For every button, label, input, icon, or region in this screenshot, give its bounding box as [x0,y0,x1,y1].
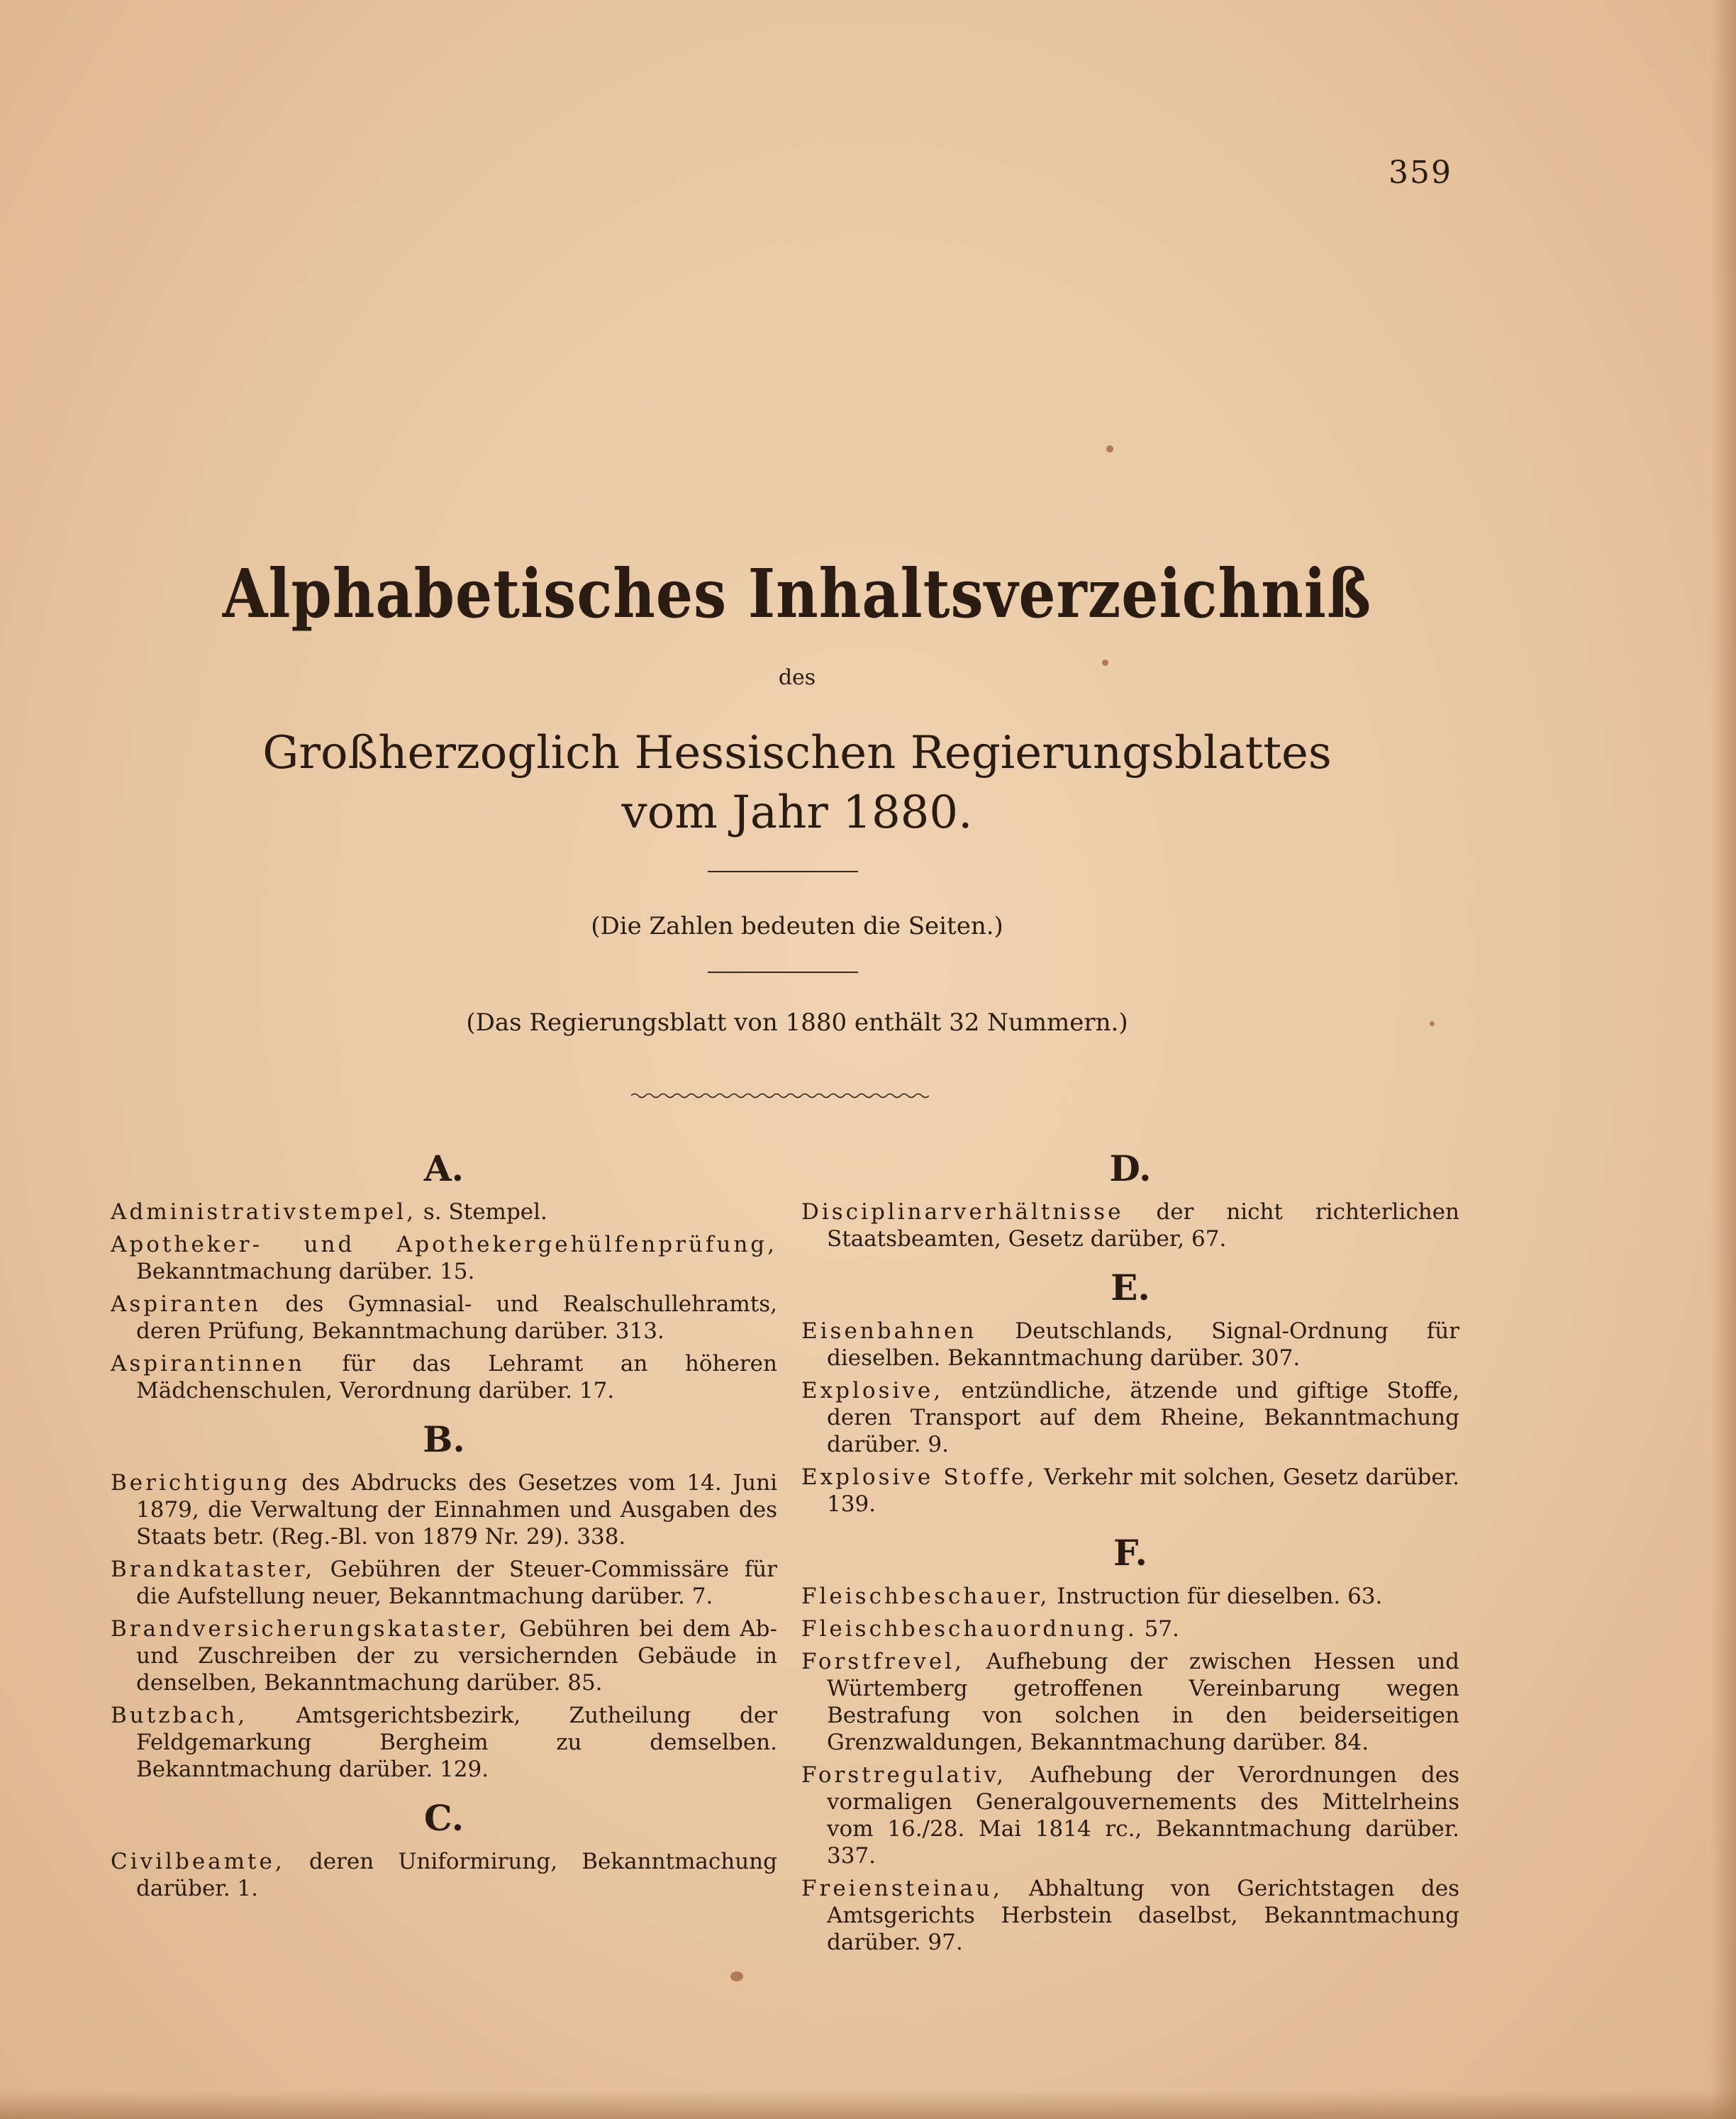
index-entry [111,1848,777,1902]
entry-keyword: Explosive Stoffe, [801,1464,1037,1490]
entry-text: Bekanntmachung darüber. 15. [136,1259,475,1284]
index-entry [801,1464,1459,1518]
index-entry [111,1615,777,1696]
entry-keyword: Freiensteinau, [801,1876,1003,1901]
index-entry [801,1377,1459,1458]
section-letter: C. [423,1797,464,1839]
index-column-right [801,1149,1459,1962]
page-number: 359 [1389,155,1452,191]
page-subtitle [0,723,1594,842]
subtitle-line-1: Großherzoglich Hessischen Regierungsblattes [262,727,1332,779]
page-edge-shadow [1710,0,1736,2119]
entry-keyword: Fleischbeschauordnung. [801,1616,1137,1642]
section-letter: A. [423,1147,464,1189]
paper-stain [730,1971,743,1981]
index-column-left [111,1149,777,1908]
index-entry [111,1291,777,1345]
section-letter: B. [423,1418,465,1460]
entry-text: des Gymnasial- und Realschullehramts, deren Prüfung, Bekanntmachung darüber. 313. [136,1291,777,1344]
entry-keyword: Forstfrevel, [801,1649,964,1674]
section-letter: D. [1109,1147,1152,1189]
entry-text: für das Lehramt an höheren Mädchenschulen, Verordnung darüber. 17. [136,1351,777,1403]
index-entry [111,1198,777,1225]
entry-keyword: Butzbach, [111,1703,248,1728]
index-entry [111,1231,777,1285]
entry-text: Gebühren der Steuer-Commissäre für die Aufstellung neuer, Bekanntmachung darüber. 7. [136,1557,777,1609]
page-bottom-shadow [0,2091,1736,2119]
title-connector: des [778,665,816,690]
entry-text: Gebühren bei dem Ab- und Zuschreiben der zu versichernden Gebäude in denselben, Bekanntmachung darüber. 85. [136,1616,777,1696]
entry-keyword: Apotheker- und Apothekergehülfenprüfung, [111,1232,777,1257]
entry-keyword: Eisenbahnen [801,1318,977,1344]
entry-text: Aufhebung der Verordnungen des vormaligen Generalgouvernements des Mittelrheins vom 16./28. Mai 1814 rc., Bekanntmachung darüber. 337. [827,1762,1459,1869]
index-entry [111,1556,777,1610]
note-numbers: (Die Zahlen bedeuten die Seiten.) [591,912,1003,940]
wavy-divider [631,1091,929,1101]
section-letter: E. [1111,1267,1150,1308]
page-title: Alphabetisches Inhaltsverzeichniß [222,555,1372,634]
entry-text: entzündliche, ätzende und giftige Stoffe, deren Transport auf dem Rheine, Bekanntmachung darüber. 9. [827,1378,1459,1457]
entry-text: der nicht richterlichen Staatsbeamten, Gesetz darüber, 67. [827,1199,1459,1252]
entry-keyword: Civilbeamte, [111,1849,285,1874]
paper-stain [1106,445,1113,452]
index-entry [801,1318,1459,1372]
index-entry [801,1615,1459,1642]
entry-keyword: Fleischbeschauer, [801,1584,1050,1609]
entry-text: Instruction für dieselben. 63. [1050,1584,1383,1609]
divider-rule [708,871,858,872]
subtitle-line-2: vom Jahr 1880. [621,786,973,839]
entry-text: Amtsgerichtsbezirk, Zutheilung der Feldgemarkung Bergheim zu demselben. Bekanntmachung darüber. 129. [136,1703,777,1782]
entry-keyword: Brandversicherungskataster, [111,1616,510,1642]
entry-keyword: Aspiranten [111,1291,262,1317]
index-entry [111,1350,777,1404]
index-entry [111,1702,777,1783]
index-entry [801,1648,1459,1756]
index-entry [801,1762,1459,1869]
index-entry [801,1875,1459,1956]
entry-keyword: Berichtigung [111,1470,291,1496]
entry-text: Verkehr mit solchen, Gesetz darüber. 139. [827,1464,1459,1517]
entry-keyword: Explosive, [801,1378,944,1403]
index-entry [801,1198,1459,1252]
entry-text: des Abdrucks des Gesetzes vom 14. Juni 1879, die Verwaltung der Einnahmen und Ausgaben des Staats betr. (Reg.-Bl. von 1879 Nr. 29). 338. [136,1470,777,1550]
entry-keyword: Brandkataster, [111,1557,316,1582]
index-entry [111,1469,777,1550]
index-entry [801,1583,1459,1610]
entry-keyword: Forstregulativ, [801,1762,1007,1788]
entry-text: deren Uniformirung, Bekanntmachung darüber. 1. [136,1849,777,1901]
entry-keyword: Administrativstempel, [111,1199,417,1225]
section-letter: F. [1113,1532,1147,1574]
note-issues: (Das Regierungsblatt von 1880 enthält 32 Nummern.) [466,1008,1128,1037]
entry-text: 57. [1137,1616,1179,1642]
entry-text: Aufhebung der zwischen Hessen und Würtemberg getroffenen Vereinbarung wegen Bestrafung von solchen in den beiderseitigen Grenzwaldungen, Bekanntmachung darüber. 84. [827,1649,1459,1755]
entry-text: s. Stempel. [416,1199,547,1225]
entry-text: Deutschlands, Signal-Ordnung für dieselben. Bekanntmachung darüber. 307. [827,1318,1459,1371]
entry-text: Abhaltung von Gerichtstagen des Amtsgerichts Herbstein daselbst, Bekanntmachung darüber. 97. [827,1876,1459,1955]
entry-keyword: Disciplinarverhältnisse [801,1199,1124,1225]
divider-rule [708,972,858,973]
entry-keyword: Aspirantinnen [111,1351,305,1376]
